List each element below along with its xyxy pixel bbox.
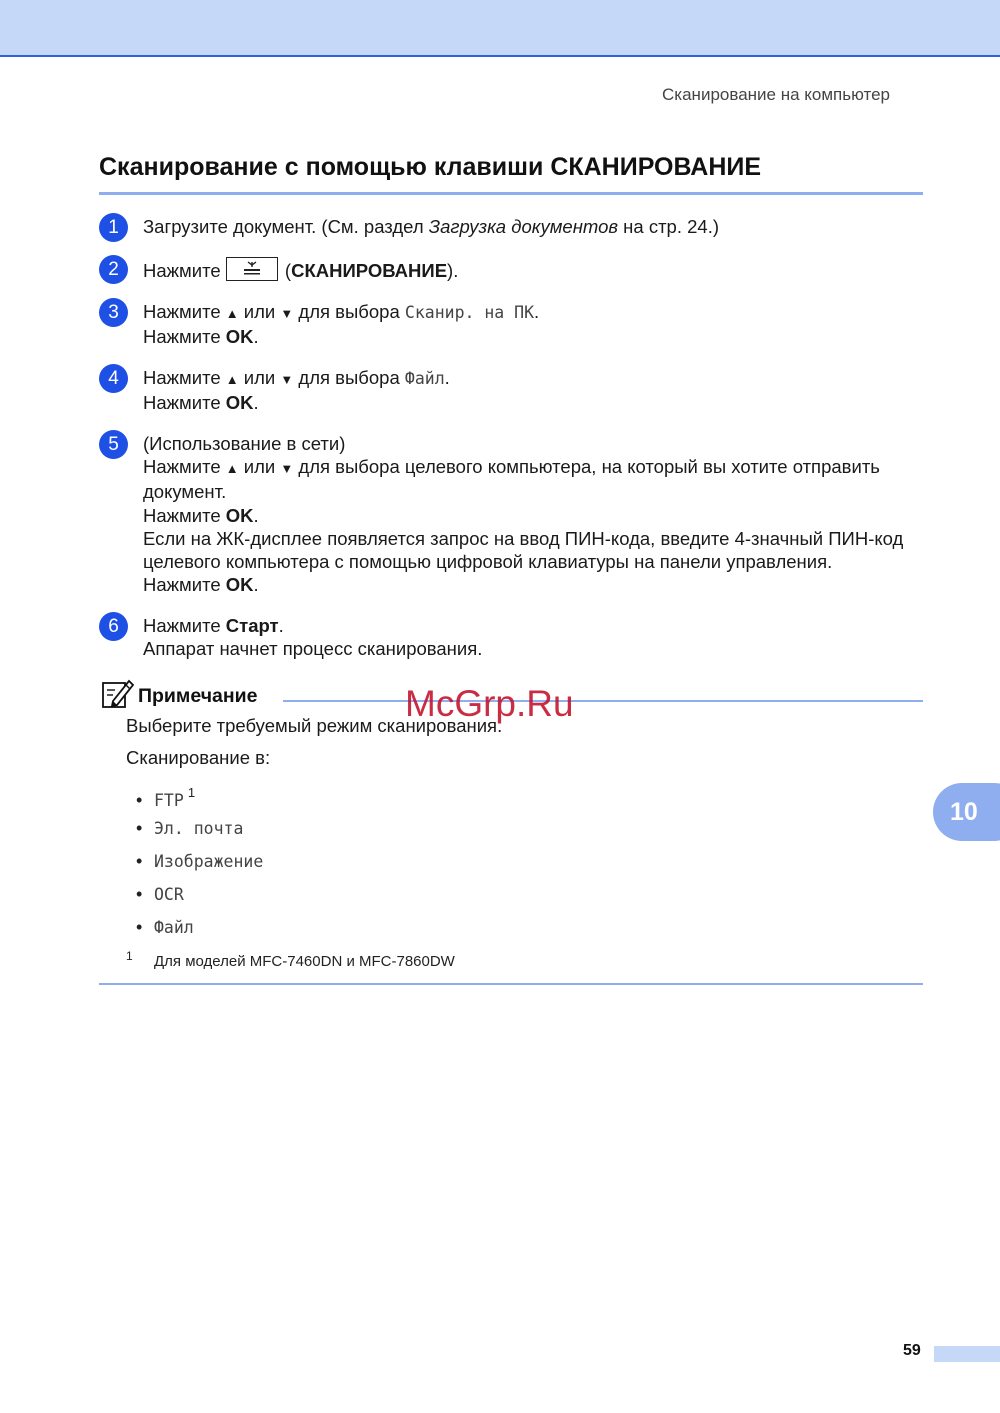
lcd-option: Сканир. на ПК	[404, 303, 535, 322]
scan-destination: FTP	[154, 791, 184, 810]
list-item: • Файл	[136, 917, 194, 937]
header-band	[0, 0, 1000, 57]
down-arrow-icon: ▼	[280, 461, 294, 477]
down-arrow-icon: ▼	[280, 372, 294, 387]
scan-key-icon	[226, 257, 278, 281]
footnote-ref: 1	[187, 785, 196, 800]
footnote-text: Для моделей MFC-7460DN и MFC-7860DW	[154, 953, 455, 970]
step-number: 5	[99, 430, 128, 459]
button-name: OK	[225, 392, 254, 414]
page-number-bar	[934, 1346, 1000, 1362]
scan-destination: Изображение	[154, 852, 264, 871]
page-number: 59	[903, 1342, 921, 1359]
button-name: OK	[225, 326, 254, 348]
step-text: Нажмите ▲ или ▼ для выбора Файл. Нажмите OK.	[143, 367, 450, 414]
step-text: Загрузите документ. (См. раздел Загрузка документов на стр. 24.)	[143, 216, 720, 237]
note-title: Примечание	[138, 685, 258, 707]
button-name: Старт	[225, 615, 279, 636]
note-text: Выберите требуемый режим сканирования.	[126, 715, 503, 736]
scan-destination: Файл	[154, 918, 194, 937]
note-text: Сканирование в:	[126, 747, 271, 768]
down-arrow-icon: ▼	[280, 306, 294, 321]
up-arrow-icon: ▲	[225, 461, 239, 477]
step-number: 2	[99, 255, 128, 284]
step-text: Нажмите Старт. Аппарат начнет процесс сканирования.	[143, 615, 483, 660]
pencil-note-icon	[101, 677, 135, 709]
step-number: 6	[99, 612, 128, 641]
button-name: OK	[225, 574, 254, 596]
note-divider	[283, 700, 923, 702]
list-item: • OCR	[136, 884, 184, 904]
step-text: Нажмите ▲ или ▼ для выбора Сканир. на ПК. Нажмите OK.	[143, 301, 540, 348]
list-item: • Изображение	[136, 851, 264, 871]
step-number: 1	[99, 213, 128, 242]
step-number: 4	[99, 364, 128, 393]
list-item: • FTP $^1$	[136, 785, 196, 810]
lcd-option: Файл	[404, 369, 445, 388]
section-title: Сканирование с помощью клавиши СКАНИРОВАНИЕ	[99, 153, 923, 195]
watermark: McGrp.Ru	[405, 683, 574, 724]
button-name: OK	[225, 504, 254, 526]
cross-reference: Загрузка документов	[428, 216, 619, 237]
note-bottom-divider	[99, 983, 923, 985]
button-name: СКАНИРОВАНИЕ	[291, 260, 448, 281]
scan-destination: Эл. почта	[154, 819, 244, 838]
step-text: Нажмите (СКАНИРОВАНИЕ).	[143, 257, 923, 282]
step-text: (Использование в сети) Нажмите ▲ или ▼ для выбора целевого компьютера, на который вы хотите отправить документ. Нажмите OK. Если на ЖК-дисплее появляется запрос на ввод ПИН-кода, введите 4-значный ПИН-код целевого компьютера с помощью цифровой клавиатуры на панели управления. Нажмите OK.	[143, 433, 904, 596]
up-arrow-icon: ▲	[225, 372, 239, 387]
step-number: 3	[99, 298, 128, 327]
running-header: Сканирование на компьютер	[662, 85, 890, 104]
up-arrow-icon: ▲	[225, 306, 239, 321]
scan-destination: OCR	[154, 885, 184, 904]
chapter-tab: 10	[933, 783, 1000, 841]
list-item: • Эл. почта	[136, 818, 244, 838]
footnote-mark: 1	[126, 949, 133, 963]
